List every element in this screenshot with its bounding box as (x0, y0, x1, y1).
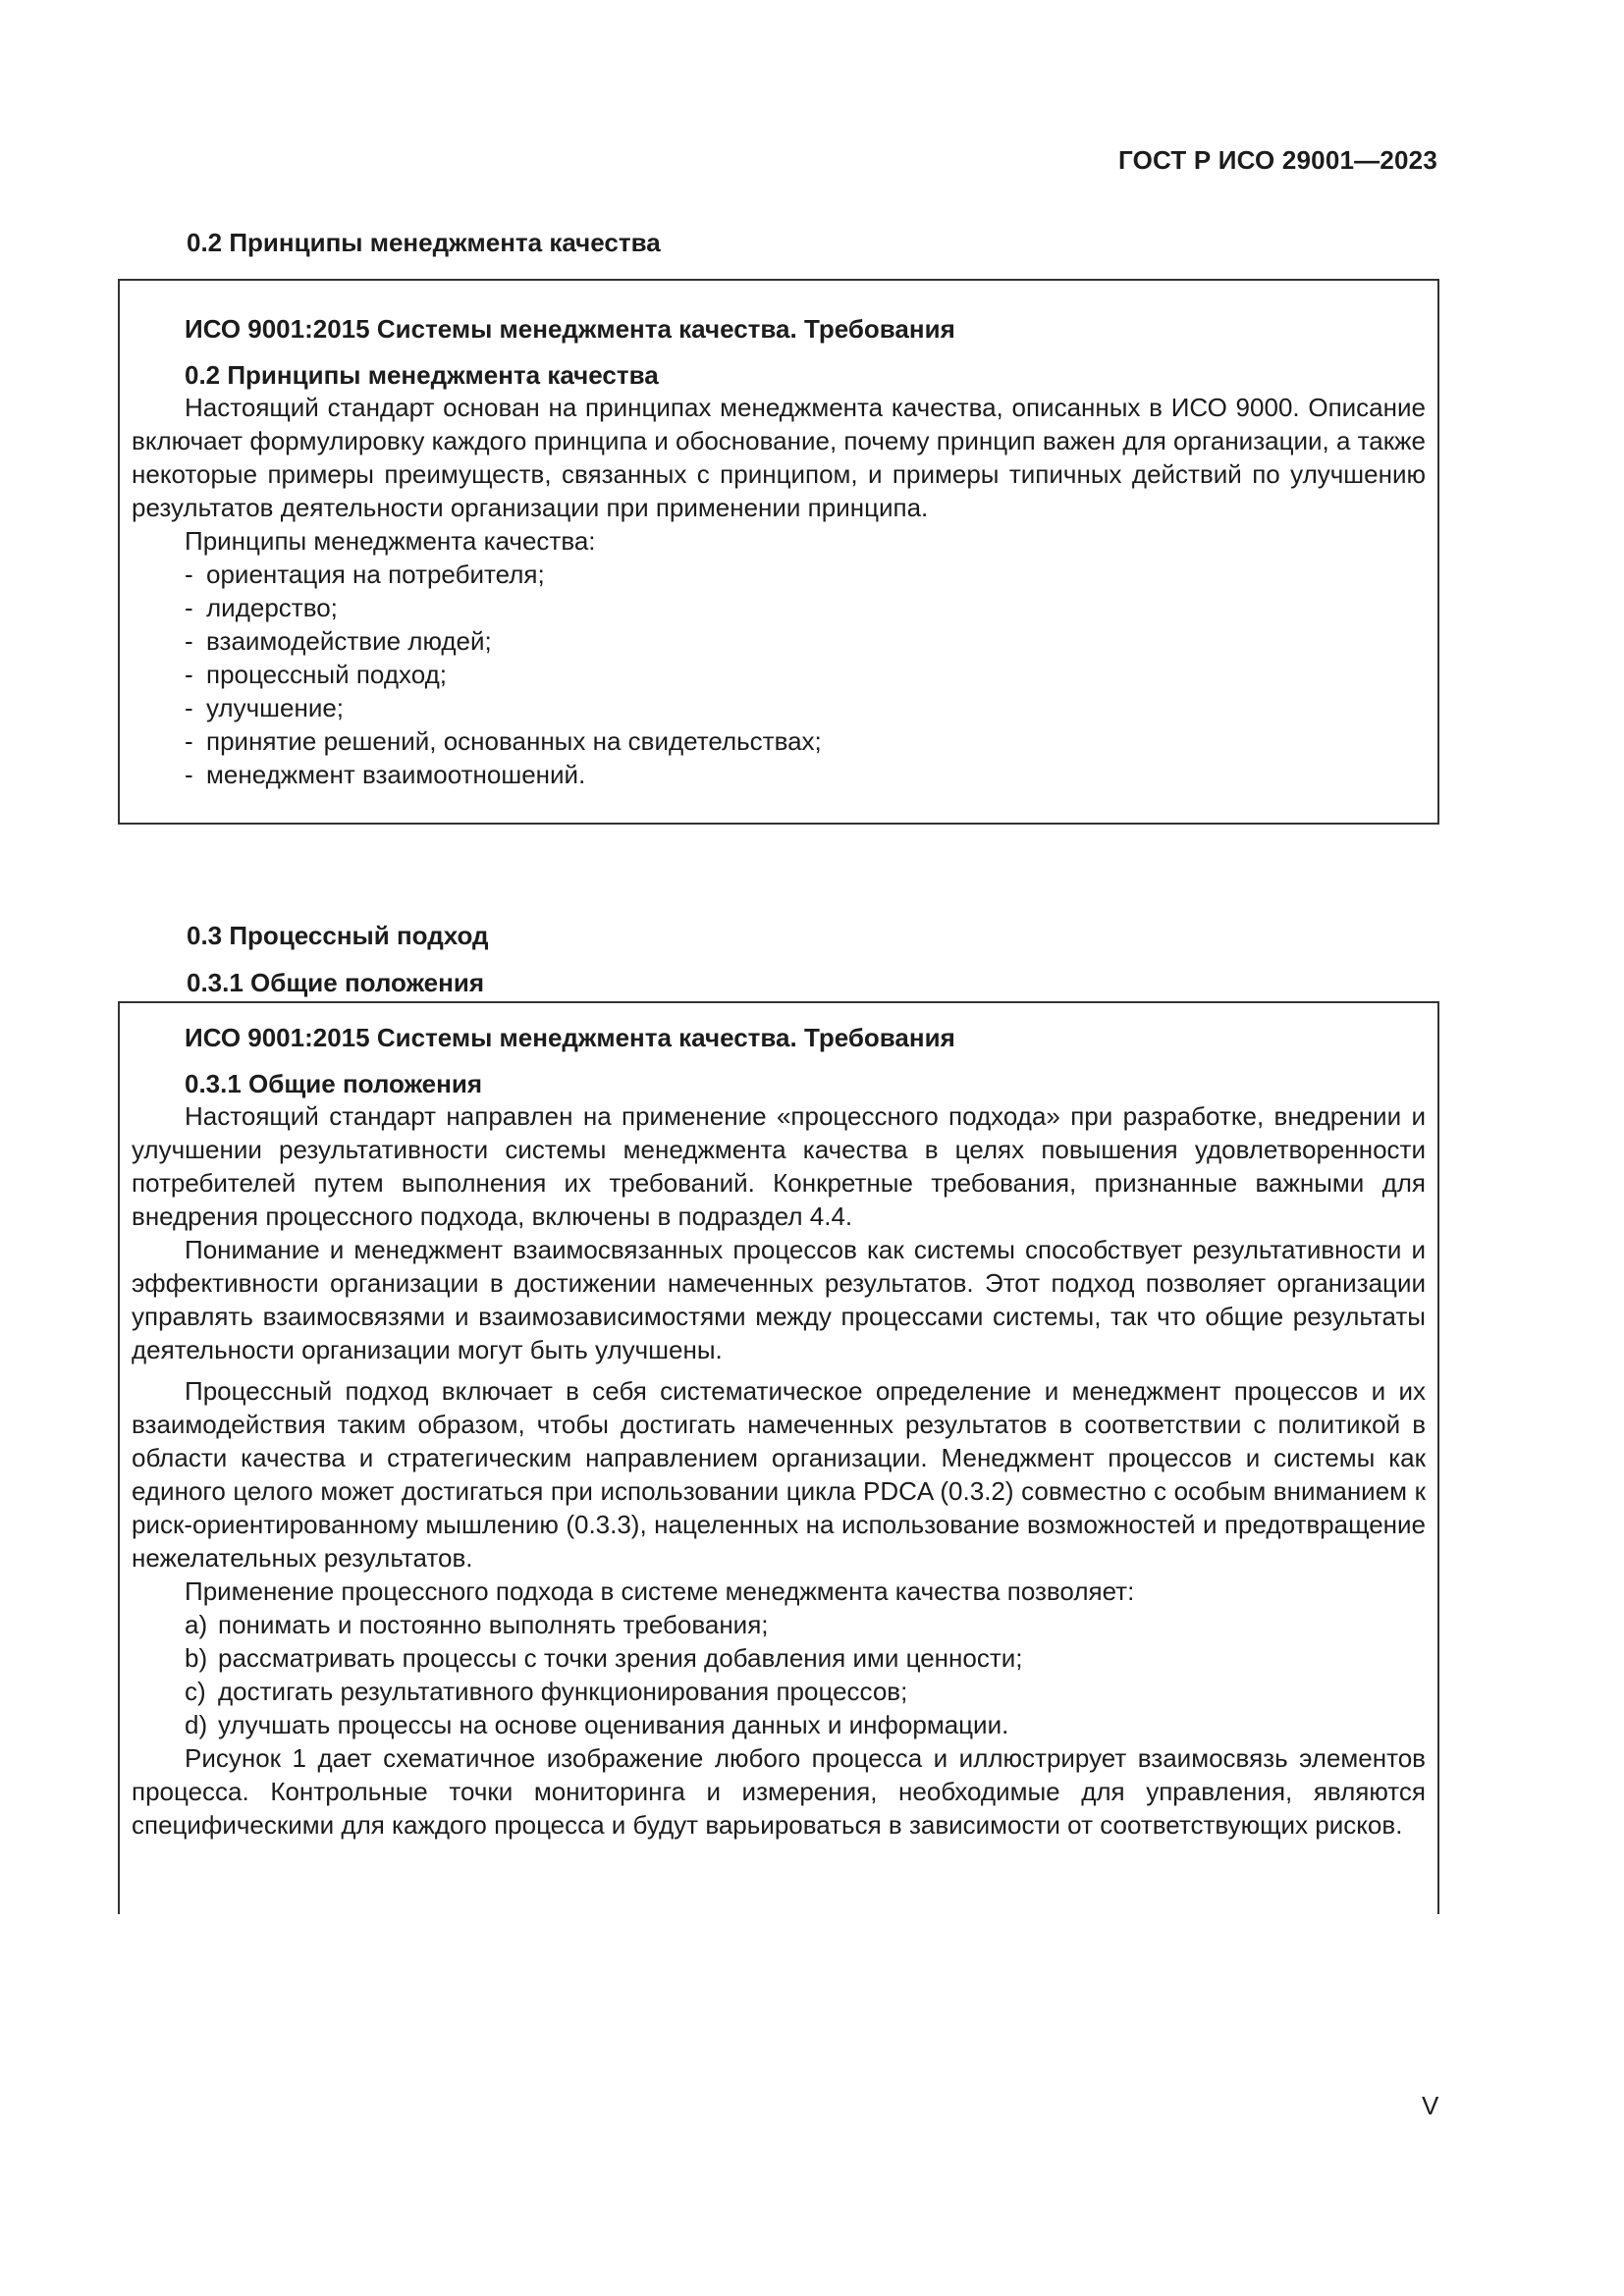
list-intro: Применение процессного подхода в системе менеджмента качества позволяет: (185, 1576, 1135, 1606)
list-item-text: рассматривать процессы с точки зрения добавления ими ценности; (218, 1643, 1023, 1673)
section-heading-0-2: 0.2 Принципы менеджмента качества (187, 228, 661, 257)
paragraph: Рисунок 1 дает схематичное изображение любого процесса и иллюстрирует взаимосвязь элементов процесса. Контрольные точки мониторинга и измерения, необходимые для управления, являются специфическими для каждого процесса и будут варьироваться в зависимости от соответствующих рисков. (132, 1743, 1426, 1840)
list-item-text: взаимодействие людей; (206, 626, 492, 656)
list-item (185, 1675, 1426, 1708)
list-intro: Принципы менеджмента качества: (185, 526, 596, 556)
page-number: V (1422, 2091, 1439, 2120)
subsection-heading-0-3-1: 0.3.1 Общие положения (187, 968, 484, 997)
section-heading-0-3: 0.3 Процессный подход (187, 921, 489, 950)
list-marker: - (185, 693, 193, 722)
list-item-text: достигать результативного функционирования процессов; (218, 1677, 908, 1706)
list-item-text: процессный подход; (206, 660, 447, 689)
list-marker: - (185, 560, 193, 589)
list-item-text: ориентация на потребителя; (206, 560, 545, 589)
list-item-text: лидерство; (206, 593, 338, 622)
list-item (185, 1708, 1426, 1741)
list-marker: - (185, 593, 193, 622)
list-item-text: принятие решений, основанных на свидетельствах; (206, 726, 822, 756)
list-item-text: понимать и постоянно выполнять требования; (218, 1610, 769, 1639)
list-marker: b) (185, 1643, 208, 1673)
quoted-frame-0-3-1 (118, 1001, 1439, 1914)
list-item (185, 724, 1426, 758)
frame-title: ИСО 9001:2015 Системы менеджмента качества. Требования (185, 314, 955, 344)
list-item (185, 591, 1426, 624)
paragraph: Настоящий стандарт основан на принципах менеджмента качества, описанных в ИСО 9000. Описание включает формулировку каждого принципа и обоснование, почему принцип важен для организации, а также некоторые примеры преимуществ, связанных с принципом, и примеры типичных действий по улучшению результатов деятельности организации при применении принципа. (132, 393, 1426, 522)
list-marker: - (185, 660, 193, 689)
list-item (185, 558, 1426, 591)
list-marker: - (185, 626, 193, 656)
document-code: ГОСТ Р ИСО 29001—2023 (1117, 145, 1437, 175)
list-marker: - (185, 760, 193, 789)
list-item-text: улучшение; (206, 693, 345, 722)
quoted-frame-0-2 (118, 279, 1439, 825)
list-item-text: улучшать процессы на основе оценивания данных и информации. (218, 1710, 1009, 1739)
list-item (185, 624, 1426, 658)
list-item (185, 1608, 1426, 1641)
list-marker: c) (185, 1677, 206, 1706)
list-marker: - (185, 726, 193, 756)
principles-list (132, 558, 1426, 791)
frame-title: ИСО 9001:2015 Системы менеджмента качества. Требования (185, 1023, 955, 1052)
list-item (185, 658, 1426, 691)
frame-subtitle: 0.3.1 Общие положения (185, 1069, 482, 1098)
frame-subtitle: 0.2 Принципы менеджмента качества (185, 360, 659, 390)
benefits-list (132, 1608, 1426, 1741)
list-item-text: менеджмент взаимоотношений. (206, 760, 586, 789)
list-item (185, 1641, 1426, 1675)
list-item (185, 691, 1426, 724)
paragraph: Процессный подход включает в себя систематическое определение и менеджмент процессов и их взаимодействия таким образом, чтобы достигать намеченных результатов в соответствии с политикой в области качества и стратегическим направлением организации. Менеджмент процессов и системы как единого целого может достигаться при использовании цикла PDCA (0.3.2) совместно с особым вниманием к риск-ориентированному мышлению (0.3.3), нацеленных на использование возможностей и предотвращение нежелательных результатов. (132, 1376, 1426, 1573)
list-item (185, 758, 1426, 791)
list-marker: d) (185, 1710, 208, 1739)
paragraph: Понимание и менеджмент взаимосвязанных процессов как системы способствует результативности и эффективности организации в достижении намеченных результатов. Этот подход позволяет организации управлять взаимосвязями и взаимозависимостями между процессами системы, так что общие результаты деятельности организации могут быть улучшены. (132, 1235, 1426, 1364)
list-marker: a) (185, 1610, 208, 1639)
paragraph: Настоящий стандарт направлен на применение «процессного подхода» при разработке, внедрении и улучшении результативности системы менеджмента качества в целях повышения удовлетворенности потребителей путем выполнения их требований. Конкретные требования, признанные важными для внедрения процессного подхода, включены в подраздел 4.4. (132, 1101, 1426, 1231)
